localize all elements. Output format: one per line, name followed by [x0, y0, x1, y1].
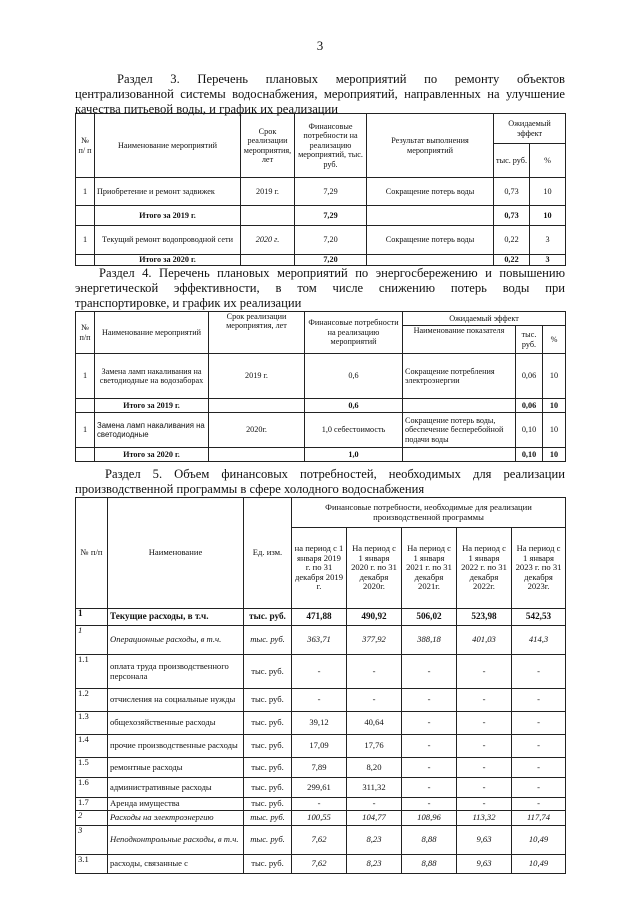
- cell-value: 401,03: [457, 626, 512, 655]
- cell-value: -: [457, 712, 512, 735]
- cell-rub: 0,22: [494, 226, 530, 255]
- cell-value: 8,23: [347, 826, 402, 855]
- cell-value: 40,64: [347, 712, 402, 735]
- header-fin: Финансовые потребности на реализацию мероприятий, тыс. руб.: [295, 114, 367, 178]
- cell-value: -: [402, 655, 457, 689]
- header-unit: Ед. изм.: [244, 498, 292, 609]
- cell-pct: 10: [543, 399, 566, 413]
- cell-value: 9,63: [457, 855, 512, 874]
- section3-heading: [75, 72, 565, 117]
- page-number: 3: [316, 38, 324, 53]
- cell-num: 1: [76, 413, 95, 448]
- cell-value: -: [347, 689, 402, 712]
- cell-value: 104,77: [347, 811, 402, 826]
- cell-value: -: [292, 655, 347, 689]
- table-row: [76, 354, 566, 399]
- section5-table-body: [76, 609, 566, 874]
- cell-rub: 0,06: [516, 354, 543, 399]
- cell-unit: тыс. руб.: [244, 626, 292, 655]
- header-pct: %: [543, 326, 566, 354]
- cell-value: 542,53: [512, 609, 566, 626]
- table-row: [76, 655, 566, 689]
- cell-value: 113,32: [457, 811, 512, 826]
- cell-value: 10,49: [512, 826, 566, 855]
- cell-value: -: [512, 758, 566, 778]
- header-period: на период с 1 января 2019 г. по 31 декабря 2019 г.: [292, 528, 347, 609]
- cell-unit: тыс. руб.: [244, 758, 292, 778]
- cell-unit: тыс. руб.: [244, 712, 292, 735]
- cell-unit: тыс. руб.: [244, 855, 292, 874]
- table-row-total: [76, 399, 566, 413]
- section4-heading-line-2: энергетической эффективности, в том числе снижению потерь воды при: [75, 281, 565, 295]
- cell-value: 100,55: [292, 811, 347, 826]
- header-term: Срок реализации мероприятия, лет: [241, 114, 295, 178]
- section5-heading-line-1: Раздел 5. Объем финансовых потребностей, необходимых для реализации: [105, 467, 565, 481]
- cell-num: 1: [76, 626, 108, 655]
- cell-value: 377,92: [347, 626, 402, 655]
- cell-value: -: [457, 689, 512, 712]
- cell-name: административные расходы: [108, 778, 244, 798]
- cell-value: 363,71: [292, 626, 347, 655]
- cell-unit: тыс. руб.: [244, 811, 292, 826]
- cell-value: -: [292, 798, 347, 811]
- table-row: [76, 758, 566, 778]
- header-pct: %: [530, 144, 566, 178]
- cell-num: 2: [76, 811, 108, 826]
- header-period: На период с 1 января 2021 г. по 31 декабря 2021г.: [402, 528, 457, 609]
- cell-value: 10,49: [512, 855, 566, 874]
- cell-fin: 7,29: [295, 206, 367, 226]
- cell-num: 1.6: [76, 778, 108, 798]
- table-row: [76, 811, 566, 826]
- section3-heading-line-2: централизованной системы водоснабжения, мероприятий, направленных на улучшение: [75, 87, 565, 101]
- cell-term: 2020г.: [209, 413, 305, 448]
- cell-total-label: Итого за 2020 г.: [95, 255, 241, 266]
- cell-num: 1: [76, 226, 95, 255]
- cell-name: Приобретение и ремонт задвижек: [95, 178, 241, 206]
- cell-name: расходы, связанные с: [108, 855, 244, 874]
- cell-pct: 3: [530, 255, 566, 266]
- cell-indicator: Сокращение потерь воды, обеспечение бесперебойной подачи воды: [403, 413, 516, 448]
- cell-fin: 1,0 себестоимость: [305, 413, 403, 448]
- cell-value: 388,18: [402, 626, 457, 655]
- cell-value: -: [402, 758, 457, 778]
- table-row-total: [76, 255, 566, 266]
- cell-value: 17,09: [292, 735, 347, 758]
- cell-value: 490,92: [347, 609, 402, 626]
- cell-value: -: [457, 758, 512, 778]
- cell-num: 1.7: [76, 798, 108, 811]
- cell-total-label: Итого за 2019 г.: [95, 206, 241, 226]
- cell-fin: 7,20: [295, 226, 367, 255]
- header-indicator: Наименование показателя: [403, 326, 516, 354]
- cell-rub: 0,22: [494, 255, 530, 266]
- cell-value: 7,89: [292, 758, 347, 778]
- header-rub: тыс. руб.: [516, 326, 543, 354]
- cell-value: -: [402, 798, 457, 811]
- table-row: [76, 855, 566, 874]
- cell-num: 1.4: [76, 735, 108, 758]
- cell-value: 117,74: [512, 811, 566, 826]
- cell-rub: 0,73: [494, 178, 530, 206]
- table-row: [76, 798, 566, 811]
- header-result: Результат выполнения мероприятий: [367, 114, 494, 178]
- header-effect: Ожидаемый эффект: [403, 312, 566, 326]
- cell-value: -: [512, 689, 566, 712]
- table-row: [76, 826, 566, 855]
- cell-value: 8,88: [402, 826, 457, 855]
- cell-value: 9,63: [457, 826, 512, 855]
- table-row: [76, 413, 566, 448]
- header-fin: Финансовые потребности, необходимые для реализации производственной программы: [292, 498, 566, 528]
- cell-name: отчисления на социальные нужды: [108, 689, 244, 712]
- cell-name: Аренда имущества: [108, 798, 244, 811]
- cell-pct: 10: [543, 413, 566, 448]
- header-name: Наименование: [108, 498, 244, 609]
- cell-indicator: Сокращение потребления электроэнергии: [403, 354, 516, 399]
- header-name: Наименование мероприятий: [95, 312, 209, 354]
- cell-num: 1: [76, 609, 108, 626]
- cell-name: Текущие расходы, в т.ч.: [108, 609, 244, 626]
- cell-value: 7,62: [292, 826, 347, 855]
- cell-value: -: [512, 778, 566, 798]
- cell-value: -: [402, 778, 457, 798]
- section4-table: [75, 311, 566, 462]
- cell-fin: 0,6: [305, 354, 403, 399]
- section4-heading-line-1: Раздел 4. Перечень плановых мероприятий по энергосбережению и повышению: [99, 266, 565, 280]
- cell-total-label: Итого за 2019 г.: [95, 399, 209, 413]
- cell-total-label: Итого за 2020 г.: [95, 448, 209, 462]
- cell-value: 39,12: [292, 712, 347, 735]
- cell-value: 8,88: [402, 855, 457, 874]
- cell-value: 506,02: [402, 609, 457, 626]
- cell-term: 2019 г.: [241, 178, 295, 206]
- header-rub: тыс. руб.: [494, 144, 530, 178]
- header-name: Наименование мероприятий: [95, 114, 241, 178]
- table-row: [76, 609, 566, 626]
- cell-name: оплата труда производственного персонала: [108, 655, 244, 689]
- cell-value: 311,32: [347, 778, 402, 798]
- cell-num: 3.1: [76, 855, 108, 874]
- cell-value: -: [402, 689, 457, 712]
- cell-num: 1: [76, 354, 95, 399]
- cell-name: Замена ламп накаливания на светодиодные на водозаборах: [95, 354, 209, 399]
- section3-heading-line-1: Раздел 3. Перечень плановых мероприятий по ремонту объектов: [117, 72, 565, 86]
- cell-fin: 1,0: [305, 448, 403, 462]
- table-row: [76, 689, 566, 712]
- cell-unit: тыс. руб.: [244, 735, 292, 758]
- cell-term: 2019 г.: [209, 354, 305, 399]
- cell-num: 3: [76, 826, 108, 855]
- cell-unit: тыс. руб.: [244, 778, 292, 798]
- cell-name: Замена ламп накаливания на светодиодные: [95, 413, 209, 448]
- cell-name: Операционные расходы, в т.ч.: [108, 626, 244, 655]
- cell-value: -: [512, 712, 566, 735]
- cell-unit: тыс. руб.: [244, 655, 292, 689]
- cell-value: -: [512, 655, 566, 689]
- cell-value: -: [457, 735, 512, 758]
- cell-value: -: [402, 712, 457, 735]
- cell-num: 1.3: [76, 712, 108, 735]
- cell-name: прочие производственные расходы: [108, 735, 244, 758]
- cell-pct: 10: [530, 206, 566, 226]
- table-row-total: [76, 448, 566, 462]
- table-row: [76, 778, 566, 798]
- table-row: [76, 178, 566, 206]
- cell-value: 414,3: [512, 626, 566, 655]
- cell-unit: тыс. руб.: [244, 798, 292, 811]
- header-effect: Ожидаемый эффект: [494, 114, 566, 144]
- table-row: [76, 626, 566, 655]
- cell-pct: 10: [530, 178, 566, 206]
- table-row: [76, 712, 566, 735]
- table-row: [76, 226, 566, 255]
- cell-term: 2020 г.: [241, 226, 295, 255]
- cell-num: 1.5: [76, 758, 108, 778]
- cell-value: 471,88: [292, 609, 347, 626]
- header-num: № п/п: [76, 498, 108, 609]
- cell-unit: тыс. руб.: [244, 826, 292, 855]
- cell-value: 17,76: [347, 735, 402, 758]
- table-row-total: [76, 206, 566, 226]
- section4-heading: [75, 266, 565, 311]
- header-term: Срок реализации мероприятия, лет: [209, 312, 305, 354]
- cell-value: -: [402, 735, 457, 758]
- table-row: [76, 735, 566, 758]
- cell-unit: тыс. руб.: [244, 689, 292, 712]
- section5-heading-line-2: производственной программы в сфере холодного водоснабжения: [75, 482, 425, 496]
- cell-value: 8,20: [347, 758, 402, 778]
- cell-value: 299,61: [292, 778, 347, 798]
- section3-table: [75, 113, 566, 266]
- cell-name: общехозяйственные расходы: [108, 712, 244, 735]
- cell-value: 7,62: [292, 855, 347, 874]
- cell-result: Сокращение потерь воды: [367, 178, 494, 206]
- cell-value: -: [457, 655, 512, 689]
- cell-name: Расходы на электроэнергию: [108, 811, 244, 826]
- cell-num: 1.1: [76, 655, 108, 689]
- header-period: На период с 1 января 2020 г. по 31 декабря 2020г.: [347, 528, 402, 609]
- section5-heading: [75, 467, 565, 497]
- cell-rub: 0,06: [516, 399, 543, 413]
- cell-value: -: [347, 798, 402, 811]
- cell-fin: 7,20: [295, 255, 367, 266]
- cell-value: -: [512, 735, 566, 758]
- cell-name: Неподконтрольные расходы, в т.ч.: [108, 826, 244, 855]
- cell-rub: 0,10: [516, 413, 543, 448]
- cell-value: -: [457, 778, 512, 798]
- cell-name: Текущий ремонт водопроводной сети: [95, 226, 241, 255]
- cell-unit: тыс. руб.: [244, 609, 292, 626]
- cell-value: -: [292, 689, 347, 712]
- cell-value: 108,96: [402, 811, 457, 826]
- header-num: № п/п: [76, 312, 95, 354]
- cell-rub: 0,10: [516, 448, 543, 462]
- section4-heading-line-3: транспортировке, и график их реализации: [75, 296, 302, 310]
- cell-rub: 0,73: [494, 206, 530, 226]
- cell-value: -: [347, 655, 402, 689]
- cell-value: -: [457, 798, 512, 811]
- cell-fin: 7,29: [295, 178, 367, 206]
- header-period: На период с 1 января 2022 г. по 31 декабря 2022г.: [457, 528, 512, 609]
- cell-value: 8,23: [347, 855, 402, 874]
- cell-value: 523,98: [457, 609, 512, 626]
- section3-heading-line-3: качества питьевой воды, и график их реализации: [75, 102, 339, 116]
- header-period: На период с 1 января 2023 г. по 31 декабря 2023г.: [512, 528, 566, 609]
- cell-value: -: [512, 798, 566, 811]
- cell-fin: 0,6: [305, 399, 403, 413]
- section5-table: [75, 497, 566, 874]
- cell-num: 1.2: [76, 689, 108, 712]
- header-fin: Финансовые потребности на реализацию мероприятий: [305, 312, 403, 354]
- cell-pct: 10: [543, 354, 566, 399]
- cell-pct: 3: [530, 226, 566, 255]
- header-num: № п/ п: [76, 114, 95, 178]
- cell-num: 1: [76, 178, 95, 206]
- cell-name: ремонтные расходы: [108, 758, 244, 778]
- cell-result: Сокращение потерь воды: [367, 226, 494, 255]
- cell-pct: 10: [543, 448, 566, 462]
